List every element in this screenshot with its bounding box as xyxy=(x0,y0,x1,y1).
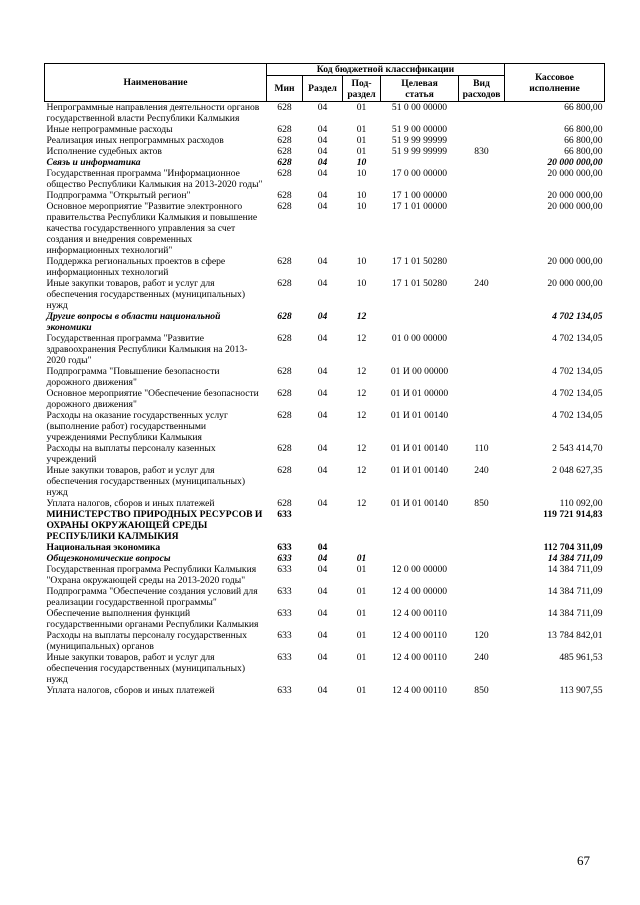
cell-min: 628 xyxy=(277,135,292,146)
cell-podrazdel: 10 xyxy=(356,190,367,201)
table-row xyxy=(45,135,605,146)
cell-amount: 2 543 414,70 xyxy=(552,443,603,454)
cell-razdel: 04 xyxy=(317,311,328,322)
cell-target xyxy=(381,157,459,168)
cell-amount: 20 000 000,00 xyxy=(547,157,603,168)
cell-target: 51 0 00 00000 xyxy=(391,102,448,113)
cell-podrazdel: 12 xyxy=(356,311,367,322)
cell-podrazdel: 12 xyxy=(356,465,367,476)
cell-name: Обеспечение выполнения функций государственными органами Республики Калмыкия xyxy=(46,608,259,630)
cell-name: Государственная программа "Развитие здравоохранения Республики Калмыкия на 2013-2020 годы" xyxy=(46,333,248,366)
cell-vid: 850 xyxy=(474,498,489,509)
cell-razdel: 04 xyxy=(317,388,328,399)
budget-table xyxy=(44,63,605,696)
cell-razdel: 04 xyxy=(317,135,328,146)
cell-podrazdel: 10 xyxy=(356,201,367,212)
cell-target: 17 1 01 50280 xyxy=(391,256,448,267)
cell-podrazdel: 01 xyxy=(356,124,367,135)
cell-vid xyxy=(459,388,505,410)
table-row xyxy=(45,586,605,608)
cell-podrazdel: 01 xyxy=(356,102,367,113)
cell-amount: 20 000 000,00 xyxy=(547,256,603,267)
cell-min: 628 xyxy=(277,190,292,201)
cell-razdel: 04 xyxy=(317,465,328,476)
header-target: Целевая статья xyxy=(381,76,459,102)
cell-min: 628 xyxy=(277,388,292,399)
cell-name: Иные закупки товаров, работ и услуг для обеспечения государственных (муниципальных) нужд xyxy=(46,278,246,311)
table-row xyxy=(45,201,605,256)
table-row xyxy=(45,608,605,630)
cell-amount: 4 702 134,05 xyxy=(552,311,603,322)
cell-podrazdel: 01 xyxy=(356,146,367,157)
cell-vid xyxy=(459,564,505,586)
header-name: Наименование xyxy=(45,64,267,102)
cell-vid xyxy=(459,586,505,608)
cell-name: Государственная программа "Информационное общество Республики Калмыкия на 2013-2020 годы" xyxy=(46,168,263,190)
cell-amount: 20 000 000,00 xyxy=(547,168,603,179)
cell-name: Расходы на выплаты персоналу государственных (муниципальных) органов xyxy=(46,630,248,652)
cell-podrazdel: 01 xyxy=(356,685,367,696)
table-row xyxy=(45,509,605,542)
cell-razdel: 04 xyxy=(317,333,328,344)
header-razdel: Раздел xyxy=(303,76,343,102)
cell-amount: 14 384 711,09 xyxy=(547,553,603,564)
cell-podrazdel: 12 xyxy=(356,333,367,344)
cell-amount: 66 800,00 xyxy=(564,124,603,135)
cell-target xyxy=(381,542,459,553)
header-podrazdel: Под- раздел xyxy=(343,76,381,102)
cell-min: 633 xyxy=(277,553,292,564)
cell-name: Подпрограмма "Открытый регион" xyxy=(46,190,191,201)
cell-podrazdel: 12 xyxy=(356,388,367,399)
header-code-group: Код бюджетной классификации xyxy=(267,64,505,76)
table-header xyxy=(45,64,605,102)
cell-podrazdel: 01 xyxy=(356,553,367,564)
table-row xyxy=(45,278,605,311)
cell-podrazdel xyxy=(343,509,381,542)
cell-target: 01 И 01 00140 xyxy=(390,498,449,509)
cell-podrazdel: 12 xyxy=(356,443,367,454)
cell-razdel: 04 xyxy=(317,564,328,575)
cell-amount: 4 702 134,05 xyxy=(552,388,603,399)
table-row xyxy=(45,542,605,553)
cell-vid: 240 xyxy=(474,465,489,476)
cell-name: Исполнение судебных актов xyxy=(46,146,162,157)
cell-vid xyxy=(459,102,505,125)
cell-vid: 110 xyxy=(474,443,489,454)
cell-vid xyxy=(459,124,505,135)
cell-min: 633 xyxy=(277,586,292,597)
cell-name: Государственная программа Республики Калмыкия "Охрана окружающей среды на 2013-2020 годы" xyxy=(46,564,257,586)
cell-amount: 2 048 627,35 xyxy=(552,465,603,476)
table-row xyxy=(45,256,605,278)
cell-name: Иные непрограммные расходы xyxy=(46,124,173,135)
cell-target: 17 1 01 50280 xyxy=(391,278,448,289)
cell-podrazdel: 01 xyxy=(356,652,367,663)
cell-razdel: 04 xyxy=(317,542,328,553)
cell-target: 01 0 00 00000 xyxy=(391,333,448,344)
cell-vid xyxy=(459,201,505,256)
cell-name: Непрограммные направления деятельности органов государственной власти Республики Калмыкия xyxy=(46,102,260,124)
cell-name: Поддержка региональных проектов в сфере информационных технологий xyxy=(46,256,226,278)
cell-amount: 66 800,00 xyxy=(564,146,603,157)
cell-razdel: 04 xyxy=(317,630,328,641)
cell-vid: 240 xyxy=(474,278,489,289)
cell-min: 628 xyxy=(277,256,292,267)
table-body xyxy=(45,102,605,697)
header-vid: Вид расходов xyxy=(459,76,505,102)
cell-vid: 830 xyxy=(474,146,489,157)
cell-razdel: 04 xyxy=(317,443,328,454)
cell-amount: 14 384 711,09 xyxy=(547,608,603,619)
cell-min: 628 xyxy=(277,278,292,289)
cell-podrazdel: 10 xyxy=(356,157,367,168)
cell-vid xyxy=(459,135,505,146)
cell-target: 17 0 00 00000 xyxy=(391,168,448,179)
cell-vid xyxy=(459,366,505,388)
table-row xyxy=(45,685,605,696)
cell-min: 628 xyxy=(277,146,292,157)
cell-target xyxy=(381,553,459,564)
cell-amount: 485 961,53 xyxy=(559,652,603,663)
cell-min: 633 xyxy=(277,564,292,575)
cell-amount: 4 702 134,05 xyxy=(552,366,603,377)
cell-target xyxy=(381,311,459,333)
table-row xyxy=(45,388,605,410)
cell-target: 12 4 00 00110 xyxy=(392,630,447,641)
table-row xyxy=(45,168,605,190)
table-row xyxy=(45,102,605,125)
cell-min: 628 xyxy=(277,366,292,377)
table-row xyxy=(45,333,605,366)
cell-target: 12 0 00 00000 xyxy=(391,564,448,575)
cell-name: Иные закупки товаров, работ и услуг для обеспечения государственных (муниципальных) нужд xyxy=(46,652,246,685)
cell-vid: 120 xyxy=(474,630,489,641)
cell-vid xyxy=(459,542,505,553)
cell-amount: 20 000 000,00 xyxy=(547,190,603,201)
header-cash: Кассовое исполнение xyxy=(505,64,605,102)
cell-podrazdel: 01 xyxy=(356,630,367,641)
cell-min: 628 xyxy=(277,168,292,179)
page-number: 67 xyxy=(577,853,590,868)
cell-vid xyxy=(459,553,505,564)
cell-amount: 14 384 711,09 xyxy=(547,586,603,597)
cell-name: Подпрограмма "Повышение безопасности дорожного движения" xyxy=(46,366,220,388)
cell-amount: 14 384 711,09 xyxy=(547,564,603,575)
cell-target: 01 И 00 00000 xyxy=(390,366,449,377)
cell-podrazdel: 12 xyxy=(356,366,367,377)
cell-razdel: 04 xyxy=(317,190,328,201)
cell-target: 01 И 01 00140 xyxy=(390,410,449,421)
cell-vid xyxy=(459,190,505,201)
cell-vid xyxy=(459,410,505,443)
cell-amount: 112 704 311,09 xyxy=(543,542,603,553)
cell-vid xyxy=(459,311,505,333)
cell-amount: 20 000 000,00 xyxy=(547,278,603,289)
table-row xyxy=(45,146,605,157)
cell-vid xyxy=(459,256,505,278)
cell-name: Расходы на оказание государственных услуг (выполнение работ) государственными учреждениями Республики Калмыкия xyxy=(46,410,228,443)
cell-min: 633 xyxy=(277,608,292,619)
cell-target: 01 И 01 00140 xyxy=(390,443,449,454)
table-row xyxy=(45,124,605,135)
cell-vid xyxy=(459,333,505,366)
cell-amount: 110 092,00 xyxy=(559,498,603,509)
cell-min: 628 xyxy=(277,124,292,135)
table-row xyxy=(45,564,605,586)
cell-razdel: 04 xyxy=(317,608,328,619)
cell-podrazdel: 01 xyxy=(356,564,367,575)
cell-podrazdel: 01 xyxy=(356,586,367,597)
cell-podrazdel xyxy=(343,542,381,553)
cell-podrazdel: 10 xyxy=(356,168,367,179)
table-row xyxy=(45,630,605,652)
cell-razdel: 04 xyxy=(317,278,328,289)
cell-podrazdel: 01 xyxy=(356,608,367,619)
cell-min: 633 xyxy=(277,542,292,553)
cell-min: 628 xyxy=(277,157,292,168)
cell-name: Подпрограмма "Обеспечение создания условий для реализации государственной программы" xyxy=(46,586,258,608)
cell-min: 628 xyxy=(277,465,292,476)
cell-target xyxy=(381,509,459,542)
cell-target: 17 1 01 00000 xyxy=(391,201,448,212)
cell-name: Реализация иных непрограммных расходов xyxy=(46,135,224,146)
cell-target: 01 И 01 00000 xyxy=(390,388,449,399)
cell-target: 51 9 99 99999 xyxy=(391,146,448,157)
cell-vid xyxy=(459,608,505,630)
cell-name: Другие вопросы в области национальной экономики xyxy=(46,311,221,333)
cell-target: 12 4 00 00110 xyxy=(392,685,447,696)
cell-name: Связь и информатика xyxy=(46,157,141,168)
cell-vid xyxy=(459,157,505,168)
cell-razdel: 04 xyxy=(317,124,328,135)
cell-amount: 13 784 842,01 xyxy=(547,630,603,641)
cell-name: МИНИСТЕРСТВО ПРИРОДНЫХ РЕСУРСОВ И ОХРАНЫ ОКРУЖАЮЩЕЙ СРЕДЫ РЕСПУБЛИКИ КАЛМЫКИЯ xyxy=(46,509,263,542)
cell-vid: 240 xyxy=(474,652,489,663)
cell-min: 628 xyxy=(277,333,292,344)
cell-razdel: 04 xyxy=(317,102,328,113)
cell-min: 628 xyxy=(277,102,292,113)
cell-vid xyxy=(459,509,505,542)
cell-target: 51 9 00 00000 xyxy=(391,124,448,135)
cell-min: 628 xyxy=(277,410,292,421)
table-row xyxy=(45,410,605,443)
cell-amount: 66 800,00 xyxy=(564,135,603,146)
cell-min: 628 xyxy=(277,443,292,454)
cell-razdel xyxy=(303,509,343,542)
cell-amount: 4 702 134,05 xyxy=(552,333,603,344)
cell-razdel: 04 xyxy=(317,685,328,696)
cell-razdel: 04 xyxy=(317,586,328,597)
cell-amount: 113 907,55 xyxy=(559,685,603,696)
cell-amount: 4 702 134,05 xyxy=(552,410,603,421)
cell-min: 628 xyxy=(277,311,292,322)
cell-min: 633 xyxy=(277,685,292,696)
cell-min: 633 xyxy=(277,630,292,641)
cell-amount: 20 000 000,00 xyxy=(547,201,603,212)
cell-razdel: 04 xyxy=(317,498,328,509)
cell-name: Уплата налогов, сборов и иных платежей xyxy=(46,685,215,696)
table-row xyxy=(45,465,605,498)
cell-razdel: 04 xyxy=(317,146,328,157)
cell-name: Основное мероприятие "Обеспечение безопасности дорожного движения" xyxy=(46,388,259,410)
cell-vid: 850 xyxy=(474,685,489,696)
cell-name: Иные закупки товаров, работ и услуг для обеспечения государственных (муниципальных) нужд xyxy=(46,465,246,498)
cell-razdel: 04 xyxy=(317,201,328,212)
cell-name: Расходы на выплаты персоналу казенных учреждений xyxy=(46,443,216,465)
table-row xyxy=(45,311,605,333)
table-row xyxy=(45,553,605,564)
cell-razdel: 04 xyxy=(317,157,328,168)
cell-razdel: 04 xyxy=(317,256,328,267)
cell-name: Общеэкономические вопросы xyxy=(46,553,171,564)
cell-podrazdel: 01 xyxy=(356,135,367,146)
cell-amount: 66 800,00 xyxy=(564,102,603,113)
table-row xyxy=(45,366,605,388)
cell-razdel: 04 xyxy=(317,366,328,377)
cell-min: 628 xyxy=(277,201,292,212)
table-row xyxy=(45,443,605,465)
cell-vid xyxy=(459,168,505,190)
cell-name: Национальная экономика xyxy=(46,542,161,553)
cell-razdel: 04 xyxy=(317,553,328,564)
cell-podrazdel: 10 xyxy=(356,256,367,267)
cell-podrazdel: 12 xyxy=(356,410,367,421)
table-row xyxy=(45,652,605,685)
cell-razdel: 04 xyxy=(317,410,328,421)
cell-amount: 119 721 914,83 xyxy=(543,509,603,520)
cell-target: 12 4 00 00110 xyxy=(392,608,447,619)
cell-target: 17 1 00 00000 xyxy=(391,190,448,201)
cell-name: Уплата налогов, сборов и иных платежей xyxy=(46,498,215,509)
cell-razdel: 04 xyxy=(317,168,328,179)
cell-min: 633 xyxy=(277,509,292,520)
cell-podrazdel: 12 xyxy=(356,498,367,509)
cell-target: 12 4 00 00000 xyxy=(391,586,448,597)
header-min: Мин xyxy=(267,76,303,102)
cell-target: 51 9 99 99999 xyxy=(391,135,448,146)
cell-name: Основное мероприятие "Развитие электронного правительства Республики Калмыкия и повышение качества государственного управления за счет создания и внедрения современных информационных технологий" xyxy=(46,201,258,256)
cell-target: 12 4 00 00110 xyxy=(392,652,447,663)
cell-min: 628 xyxy=(277,498,292,509)
cell-target: 01 И 01 00140 xyxy=(390,465,449,476)
cell-razdel: 04 xyxy=(317,652,328,663)
table-row xyxy=(45,157,605,168)
table-row xyxy=(45,190,605,201)
table-row xyxy=(45,498,605,509)
cell-podrazdel: 10 xyxy=(356,278,367,289)
cell-min: 633 xyxy=(277,652,292,663)
